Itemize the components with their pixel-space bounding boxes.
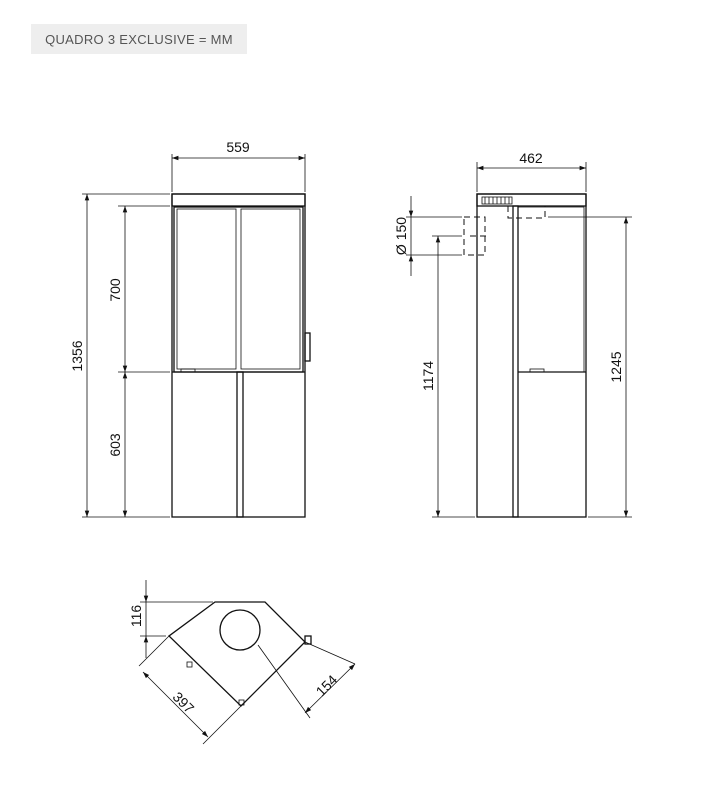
- front-view: [69, 139, 310, 517]
- side-depth-label: 462: [519, 150, 543, 166]
- lower-height-label: 603: [107, 433, 123, 457]
- ext-line: [203, 706, 241, 744]
- front-center-gap: [237, 372, 243, 517]
- front-body-outline: [172, 194, 305, 517]
- side-glass-panel: [518, 207, 584, 372]
- upper-height-label: 700: [107, 278, 123, 302]
- side-length-label: 397: [169, 688, 198, 717]
- drawing-title: QUADRO 3 EXCLUSIVE = MM: [45, 31, 233, 47]
- top-view: [128, 580, 355, 744]
- ext-line: [139, 636, 169, 666]
- front-glass-frame: [174, 207, 303, 372]
- front-side-handle: [305, 333, 310, 361]
- front-door-right: [241, 209, 300, 369]
- front-door-left: [177, 209, 236, 369]
- front-width-label: 559: [226, 139, 250, 155]
- side-body-outline: [477, 194, 586, 517]
- top-flue-circle: [220, 610, 260, 650]
- ext-line: [305, 642, 355, 664]
- flue-top-height-label: 1245: [608, 351, 624, 383]
- top-body-outline: [169, 602, 305, 706]
- back-offset-label: 116: [128, 604, 144, 628]
- flue-center-height-label: 1174: [420, 360, 436, 392]
- side-door-edge: [513, 206, 518, 517]
- flue-offset-label: 154: [312, 671, 341, 700]
- front-top-plate: [172, 194, 305, 206]
- flue-diameter-label: Ø 150: [393, 216, 409, 256]
- total-height-label: 1356: [69, 340, 85, 372]
- side-view: [393, 150, 632, 517]
- top-hinge: [187, 662, 192, 667]
